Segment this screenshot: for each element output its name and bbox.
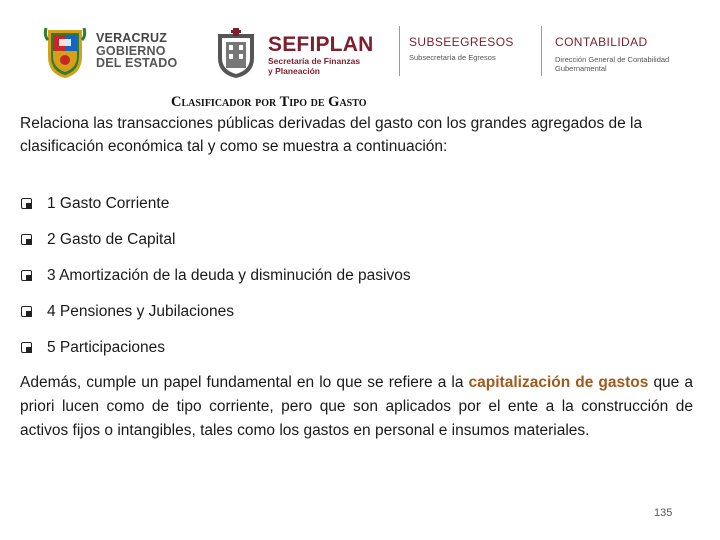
list-item bbox=[20, 186, 700, 222]
subseegresos-desc: Subsecretaría de Egresos bbox=[409, 53, 496, 62]
list-item bbox=[20, 294, 700, 330]
veracruz-line1: VERACRUZ bbox=[96, 31, 168, 45]
intro-text: Relaciona las transacciones públicas derivadas del gasto con los grandes agregados de la clasificación económica tal y como se muestra a continuación: bbox=[20, 115, 643, 155]
list-item-label: 4 Pensiones y Jubilaciones bbox=[47, 303, 234, 320]
list-item-label: 3 Amortización de la deuda y disminución de pasivos bbox=[47, 267, 411, 284]
paragraph-after: que a priori lucen como de tipo corriente, pero que son aplicados por el ente a la construcción de activos fijos o intangibles, tales como los gastos en personal e insumos materiales. bbox=[20, 374, 693, 439]
veracruz-line3: DEL ESTADO bbox=[96, 56, 178, 70]
checkbox-bullet-icon bbox=[20, 197, 34, 211]
expense-type-list bbox=[20, 186, 700, 366]
checkbox-bullet-icon bbox=[20, 341, 34, 355]
list-item-label: 1 Gasto Corriente bbox=[47, 195, 170, 212]
list-item-label: 5 Participaciones bbox=[47, 339, 166, 356]
page-number: 135 bbox=[654, 507, 673, 519]
sefiplan-sub-line1: Secretaría de Finanzas bbox=[268, 56, 361, 66]
sefiplan-emblem-icon bbox=[212, 26, 260, 80]
header-divider-2 bbox=[541, 26, 542, 76]
veracruz-logo-text bbox=[96, 32, 177, 70]
header-logos bbox=[0, 0, 720, 95]
sefiplan-sub-line2: y Planeación bbox=[268, 65, 320, 76]
paragraph-before: Además, cumple un papel fundamental en lo que se refiere a la bbox=[20, 374, 469, 391]
contabilidad-title: CONTABILIDAD bbox=[555, 35, 648, 49]
contabilidad-desc: Dirección General de Contabilidad Gubernamental bbox=[555, 55, 670, 73]
sefiplan-title: SEFIPLAN bbox=[268, 33, 374, 56]
list-item bbox=[20, 222, 700, 258]
checkbox-bullet-icon bbox=[20, 269, 34, 283]
paragraph-highlight: capitalización de gastos bbox=[468, 374, 649, 391]
checkbox-bullet-icon bbox=[20, 305, 34, 319]
list-item bbox=[20, 330, 700, 366]
subseegresos-title: SUBSEEGRESOS bbox=[409, 35, 514, 49]
page-title: Clasificador por Tipo de Gasto bbox=[171, 94, 367, 110]
list-item-label: 2 Gasto de Capital bbox=[47, 231, 176, 248]
veracruz-shield-icon bbox=[42, 26, 88, 80]
checkbox-bullet-icon bbox=[20, 233, 34, 247]
sefiplan-subtitle bbox=[268, 57, 360, 76]
list-item bbox=[20, 258, 700, 294]
header-divider-1 bbox=[399, 26, 400, 76]
closing-paragraph bbox=[20, 371, 693, 443]
veracruz-line2: GOBIERNO bbox=[96, 43, 166, 58]
